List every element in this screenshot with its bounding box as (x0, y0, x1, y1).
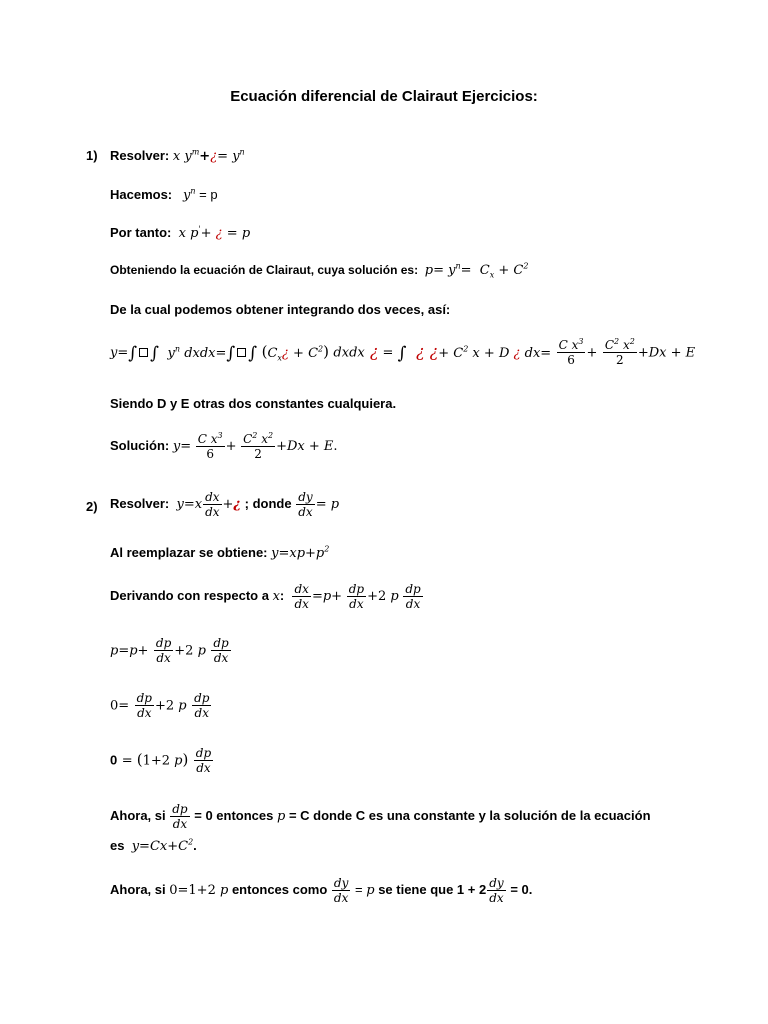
reemplazar-line: Al reemplazar se obtiene: $y=xp+p^2$ (110, 544, 330, 561)
exercise-1-number: 1) (86, 148, 98, 163)
portanto-equation: x p'+ ¿ = p (178, 224, 251, 241)
equation-p-equals: p=p+ $\frac{dp}{dx}$ +2 p $\frac{dp}{dx}$ (110, 636, 229, 665)
ahora-line-1: Ahora, si $\frac{dp}{dx}$ = 0 entonces p = C donde C es una constante y la solución de la ecuación (110, 802, 651, 831)
resolver-label-2: Resolver: (110, 495, 170, 511)
exercise-1-statement (110, 148, 245, 164)
exercise-2-number: 2) (86, 499, 98, 514)
ahora2-b: entonces como (231, 881, 328, 897)
yn-symbol: $y^n$ (182, 186, 196, 203)
hacemos-line (110, 187, 218, 203)
equation-factored: 0 = (1+2 p) $\frac{dp}{dx}$ (110, 746, 212, 775)
portanto-line (110, 225, 250, 241)
resolver-label: Resolver: (110, 148, 170, 163)
fraction-cx3-over-6: $\frac{C x^3}{6}$ (558, 337, 584, 367)
ahora2-d: = 0. (510, 881, 533, 897)
ahora2-a: Ahora, si (110, 881, 166, 897)
ahora1-c: = C donde C es una constante y la solución de la ecuación (288, 807, 651, 823)
reemplazar-text: Al reemplazar se obtiene: (110, 545, 268, 560)
solucion-label: Solución: (110, 437, 170, 453)
obteniendo-text: Obteniendo la ecuación de Clairaut, cuya solución es: (110, 263, 419, 277)
derivando-line: Derivando con respecto a x: $\frac{dx}{dx}$ =p+ $\frac{dp}{dx}$ +2 p $\frac{dp}{dx}$ (110, 582, 421, 611)
hacemos-equation: = p (199, 187, 218, 202)
page-title: Ecuación diferencial de Clairaut Ejercicios: (230, 88, 538, 105)
ahora-line-2: Ahora, si 0=1+2 p entonces como $\frac{dy}{dx}$ = p se tiene que 1 + 2 $\frac{dy}{dx}$ = 0. (110, 876, 533, 905)
obteniendo-line (110, 263, 528, 278)
integrando-text: De la cual podemos obtener integrando dos veces, así: (110, 302, 451, 317)
ahora1-es: es (110, 838, 125, 853)
fraction-c2x2-over-2: $\frac{C^2 x^2}{2}$ (604, 337, 635, 367)
ahora1-b: = 0 entonces (194, 807, 274, 823)
solucion-line: Solución: y= $\frac{C x^3}{6}$ + $\frac{C^2 x^2}{2}$ +Dx + E. (110, 431, 338, 461)
double-integral-equation: y=∫ ∫ $y^n$ dxdx=∫ ∫ $(C_x¿ + C^2)$ dxdx ¿ = ∫ ¿ ¿+ $C^2$ x + D ¿ dx= $\frac{C x^3}{6}$ + $\frac{C^2 x^2}{2}$ +Dx + E (110, 337, 696, 367)
ahora2-c: se tiene que 1 + 2 (378, 881, 487, 897)
ahora-line-1-cont: es $y=Cx+C^2$. (110, 837, 197, 854)
equation-zero-equals: 0= $\frac{dp}{dx}$ +2 p $\frac{dp}{dx}$ (110, 691, 210, 720)
exercise-2-statement: Resolver: y=x $\frac{dx}{dx}$ +¿ ; donde $\frac{dy}{dx}$ = p (110, 490, 340, 519)
zero-bold: 0 (110, 752, 118, 768)
clairaut-solution: $p= y^n= C_x + C^2$ (424, 261, 529, 280)
equation-1-statement: x $y^m+¿= y^n$ (172, 147, 245, 164)
ahora1-a: Ahora, si (110, 807, 166, 823)
hacemos-label: Hacemos: (110, 187, 173, 202)
derivando-text: Derivando con respecto a (110, 587, 269, 603)
donde-text: ; donde (244, 495, 292, 511)
constantes-text: Siendo D y E otras dos constantes cualquiera. (110, 396, 397, 411)
portanto-label: Por tanto: (110, 225, 172, 240)
